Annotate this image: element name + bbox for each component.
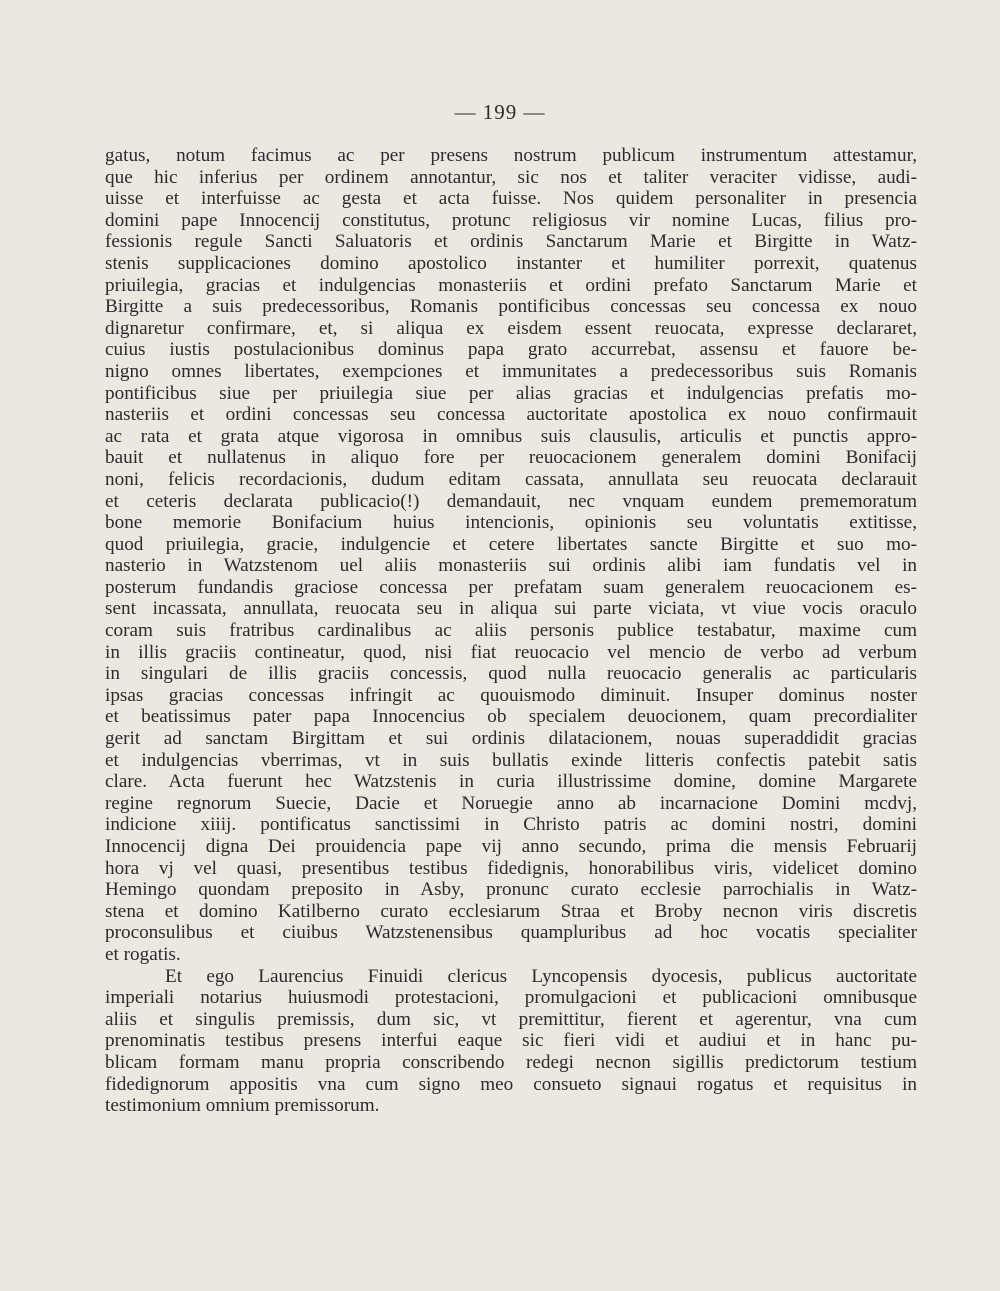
text-line: Hemingo quondam preposito in Asby, pronunc curato ecclesie parrochialis in Watz- [105, 879, 917, 901]
text-line: ipsas gracias concessas infringit ac quouismodo diminuit. Insuper dominus noster [105, 684, 917, 706]
text-line: testimonium omnium premissorum. [105, 1095, 380, 1117]
text-line: in illis graciis contineatur, quod, nisi fiat reuocacio vel mencio de verbo ad verbum [105, 641, 917, 663]
text-line: hora vj vel quasi, presentibus testibus fidedignis, honorabilibus viris, videlicet domino [105, 857, 917, 879]
text-line: bone memorie Bonifacium huius intencionis, opinionis seu voluntatis extitisse, [105, 512, 917, 534]
paragraph-2 [105, 966, 917, 1117]
paragraph-1 [105, 145, 917, 966]
text-line: aliis et singulis premissis, dum sic, vt premittitur, fierent et agerentur, vna cum [105, 1008, 917, 1030]
text-line: et rogatis. [105, 943, 181, 965]
text-line: proconsulibus et ciuibus Watzstenensibus quampluribus ad hoc vocatis specialiter [105, 922, 917, 944]
text-line: gerit ad sanctam Birgittam et sui ordinis dilatacionem, nouas superaddidit gracias [105, 728, 917, 750]
body-text [105, 145, 917, 1117]
text-line: bauit et nullatenus in aliquo fore per reuocacionem generalem domini Bonifacij [105, 447, 917, 469]
text-line: gatus, notum facimus ac per presens nostrum publicum instrumentum attestamur, [105, 145, 917, 166]
text-line: clare. Acta fuerunt hec Watzstenis in curia illustrissime domine, domine Margarete [105, 771, 917, 793]
text-line: cuius iustis postulacionibus dominus papa grato accurrebat, assensu et fauore be- [105, 339, 917, 361]
text-line: dignaretur confirmare, et, si aliqua ex eisdem essent reuocata, expresse declararet, [105, 317, 917, 339]
text-line: et beatissimus pater papa Innocencius ob specialem deuocionem, quam precordialiter [105, 706, 917, 728]
text-line: nasteriis et ordini concessas seu concessa auctoritate apostolica ex nouo confirmauit [105, 404, 917, 426]
text-line: nigno omnes libertates, exempciones et immunitates a predecessoribus suis Romanis [105, 360, 917, 382]
text-line: stenis supplicaciones domino apostolico instanter et humiliter porrexit, quatenus [105, 252, 917, 274]
text-line: noni, felicis recordacionis, dudum editam cassata, annullata seu reuocata declarauit [105, 468, 917, 490]
text-line: fessionis regule Sancti Saluatoris et ordinis Sanctarum Marie et Birgitte in Watz- [105, 231, 917, 253]
text-line: in singulari de illis graciis concessis, quod nulla reuocacio generalis ac particularis [105, 663, 917, 685]
text-line: sent incassata, annullata, reuocata seu in aliqua sui parte viciata, vt viue vocis oraculo [105, 598, 917, 620]
text-line: regine regnorum Suecie, Dacie et Noruegie anno ab incarnacione Domini mcdvj, [105, 792, 917, 814]
text-line: coram suis fratribus cardinalibus ac aliis personis publice testabatur, maxime cum [105, 620, 917, 642]
text-line: quod priuilegia, gracie, indulgencie et cetere libertates sancte Birgitte et suo mo- [105, 533, 917, 555]
text-line: prenominatis testibus presens interfui eaque sic fieri vidi et audiui et in hanc pu- [105, 1030, 917, 1052]
text-line: domini pape Innocencij constitutus, protunc religiosus vir nomine Lucas, filius pro- [105, 209, 917, 231]
text-line: Innocencij digna Dei prouidencia pape vij anno secundo, prima die mensis Februarij [105, 836, 917, 857]
text-line: blicam formam manu propria conscribendo redegi necnon sigillis predictorum testium [105, 1051, 917, 1073]
text-line: Et ego Laurencius Finuidi clericus Lyncopensis dyocesis, publicus auctoritate [165, 965, 917, 987]
text-line: imperiali notarius huiusmodi protestacioni, promulgacioni et publicacioni omnibusque [105, 987, 917, 1009]
text-line: posterum fundandis graciose concessa per prefatam suam generalem reuocacionem es- [105, 576, 917, 598]
text-line: que hic inferius per ordinem annotantur, sic nos et taliter veraciter vidisse, audi- [105, 166, 917, 188]
text-line: nasterio in Watzstenom uel aliis monasteriis sui ordinis alibi iam fundatis vel in [105, 555, 917, 577]
text-line: stena et domino Katilberno curato ecclesiarum Straa et Broby necnon viris discretis [105, 900, 917, 922]
text-line: pontificibus siue per priuilegia siue per alias gracias et indulgencias prefatis mo- [105, 382, 917, 404]
text-line: indicione xiiij. pontificatus sanctissimi in Christo patris ac domini nostri, domini [105, 814, 917, 836]
text-line: uisse et interfuisse ac gesta et acta fuisse. Nos quidem personaliter in presencia [105, 188, 917, 210]
text-line: fidedignorum appositis vna cum signo meo consueto signaui rogatus et requisitus in [105, 1073, 917, 1095]
text-line: et indulgencias vberrimas, vt in suis bullatis exinde litteris confectis patebit satis [105, 749, 917, 771]
text-line: Birgitte a suis predecessoribus, Romanis pontificibus concessas seu concessa ex nouo [105, 296, 917, 318]
text-line: priuilegia, gracias et indulgencias monasteriis et ordini prefato Sanctarum Marie et [105, 274, 917, 296]
text-line: et ceteris declarata publicacio(!) demandauit, nec vnquam eundem prememoratum [105, 490, 917, 512]
page-number: — 199 — [454, 100, 546, 124]
text-line: ac rata et grata atque vigorosa in omnibus suis clausulis, articulis et punctis appro- [105, 425, 917, 447]
